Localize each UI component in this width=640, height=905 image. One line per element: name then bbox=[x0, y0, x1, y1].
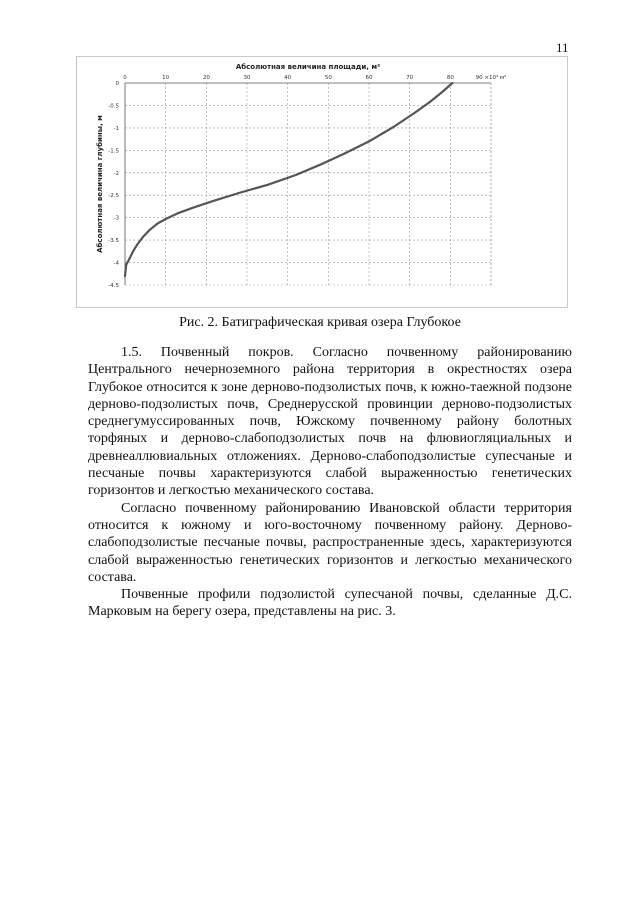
y-tick-label: -2 bbox=[113, 170, 119, 177]
paragraph-soil-cover: 1.5. Почвенный покров. Согласно почвенному районированию Центрального нечерноземного района территория в окрестностях озера Глубокое относится к зоне дерново-подзолистых почв, к южно-таежной подзоне дерново-подзолистых почв, Среднерусской провинции дерново-подзолистых среднегумуссированных почв, Южскому почвенному району болотных торфяных и дерново-слабоподзолистых почв на флювиогляциальных и древнеаллювиальных отложениях. Дерново-слабоподзолистые супесчаные и песчаные почвы характеризуются слабой выраженностью генетических горизонтов и легкостью механического состава. bbox=[88, 345, 572, 499]
x-tick-label: 50 bbox=[324, 75, 332, 81]
y-tick-label: -1 bbox=[113, 125, 119, 132]
figure-frame bbox=[76, 56, 568, 308]
x-tick-label: 70 bbox=[406, 75, 414, 81]
y-tick-label: -4.5 bbox=[108, 283, 119, 289]
y-tick-label: -0.5 bbox=[108, 103, 119, 110]
y-tick-label: -4 bbox=[113, 260, 119, 267]
paragraph-soil-profiles: Почвенные профили подзолистой супесчаной почвы, сделанные Д.С. Марковым на берегу озера, представлены на рис. 3. bbox=[88, 587, 572, 620]
y-tick-label: -2.5 bbox=[108, 193, 119, 200]
x-tick-label: 90 ×10³ м² bbox=[475, 75, 507, 81]
x-tick-label: 10 bbox=[162, 75, 170, 81]
y-tick-label: -1.5 bbox=[108, 148, 119, 155]
y-tick-label: 0 bbox=[115, 81, 119, 87]
x-tick-label: 60 bbox=[365, 75, 373, 81]
x-tick-label: 40 bbox=[284, 75, 292, 81]
x-tick-label: 30 bbox=[243, 75, 251, 81]
bathygraphic-curve bbox=[125, 83, 452, 276]
paragraph-ivanovo-regions: Согласно почвенному районированию Ивановской области территория относится к южному и юго-восточному почвенному району. Дерново-слабоподзолистые песчаные почвы, распространенные здесь, характеризуются слабой выраженностью генетических горизонтов и легкостью механического состава. bbox=[88, 500, 572, 585]
bathygraphic-chart bbox=[77, 57, 567, 307]
page-number: 11 bbox=[556, 40, 569, 55]
body-text bbox=[88, 344, 572, 621]
x-axis-title: Абсолютная величина площади, м² bbox=[235, 63, 381, 71]
figure-caption: Рис. 2. Батиграфическая кривая озера Глубокое bbox=[179, 315, 461, 330]
y-tick-label: -3 bbox=[113, 215, 119, 222]
x-tick-label: 80 bbox=[446, 75, 454, 81]
y-tick-label: -3.5 bbox=[108, 238, 119, 245]
x-tick-label: 0 bbox=[123, 75, 127, 81]
y-axis-title: Абсолютная величина глубины, м bbox=[96, 115, 104, 253]
x-tick-label: 20 bbox=[202, 75, 210, 81]
